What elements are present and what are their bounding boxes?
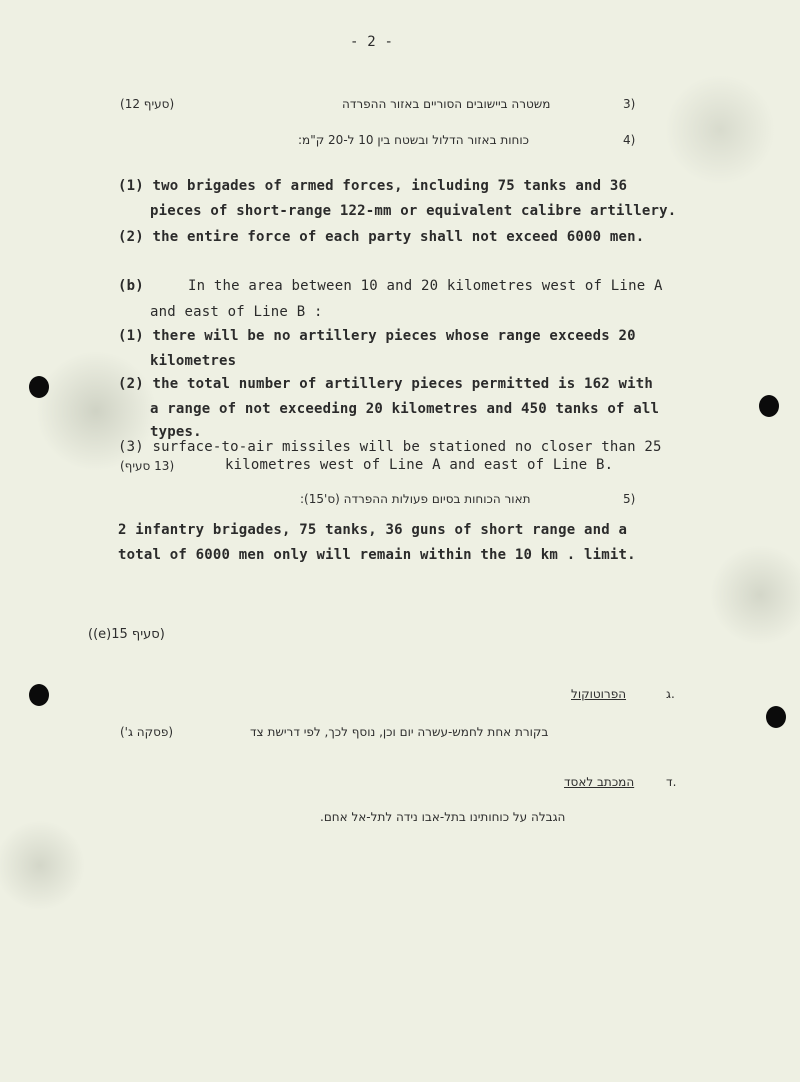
- item-5-number: 5): [623, 492, 636, 506]
- clause-b-3-line-2: kilometres west of Line A and east of Line B.: [225, 457, 614, 473]
- item-3-reference: (סעיף 12): [120, 97, 175, 111]
- item-4-text: כוחות באזור הדלול ובשטח בין 10 ל-20 ק"מ:: [298, 133, 529, 147]
- punch-hole-right-1: [759, 395, 779, 417]
- punch-hole-left-1: [29, 376, 49, 398]
- summary-line-1: 2 infantry brigades, 75 tanks, 36 guns of short range and a: [118, 522, 628, 538]
- clause-b-2-line-3: types.: [150, 424, 202, 440]
- clause-b-label: (b): [118, 278, 144, 294]
- clause-b-3-reference: (13 סעיף): [120, 459, 175, 473]
- clause-b-1-line-1: (1) there will be no artillery pieces whose range exceeds 20: [118, 328, 636, 344]
- item-3-text: משטרה ביישובים הסוריים באזור ההפרדה: [342, 97, 551, 111]
- item-5-text: תאור הכוחות בסיום פעולות ההפרדה (ס'15):: [300, 492, 531, 506]
- summary-line-2: total of 6000 men only will remain within the 10 km . limit.: [118, 547, 636, 563]
- section-d-letter: ד.: [666, 775, 677, 789]
- section-15e-reference: ((e)15 סעיף): [88, 627, 165, 642]
- clause-b-line-1: In the area between 10 and 20 kilometres west of Line A: [188, 278, 663, 294]
- clause-b-1-line-2: kilometres: [150, 353, 237, 369]
- clause-b-line-2: and east of Line B :: [150, 304, 323, 320]
- section-d-text: הגבלה על כוחותינו בתל-אבו נידה לתל-אל אחם.: [320, 810, 566, 824]
- punch-hole-right-2: [766, 706, 786, 728]
- item-3-number: 3): [623, 97, 636, 111]
- section-g-letter: ג.: [666, 687, 675, 701]
- clause-b-2-line-1: (2) the total number of artillery pieces permitted is 162 with: [118, 376, 653, 392]
- clause-b-2-line-2: a range of not exceeding 20 kilometres and 450 tanks of all: [150, 401, 660, 417]
- section-d-title: המכתב לאסד: [564, 775, 635, 789]
- page-number: - 2 -: [350, 34, 394, 50]
- section-g-text: בקורת אחת לחמש-עשרה יום וכן, נוסף לכך, לפי דרישת צד: [250, 725, 549, 739]
- clause-a-1-line-1: (1) two brigades of armed forces, including 75 tanks and 36: [118, 178, 628, 194]
- punch-hole-left-2: [29, 684, 49, 706]
- clause-a-1-line-2: pieces of short-range 122-mm or equivalent calibre artillery.: [150, 203, 677, 219]
- section-g-title: הפרוטוקול: [571, 687, 627, 701]
- section-g-reference: (פסקה ג'): [120, 725, 174, 739]
- clause-a-2: (2) the entire force of each party shall not exceed 6000 men.: [118, 229, 645, 245]
- clause-b-3-line-1: (3) surface-to-air missiles will be stationed no closer than 25: [118, 439, 662, 455]
- item-4-number: 4): [623, 133, 636, 147]
